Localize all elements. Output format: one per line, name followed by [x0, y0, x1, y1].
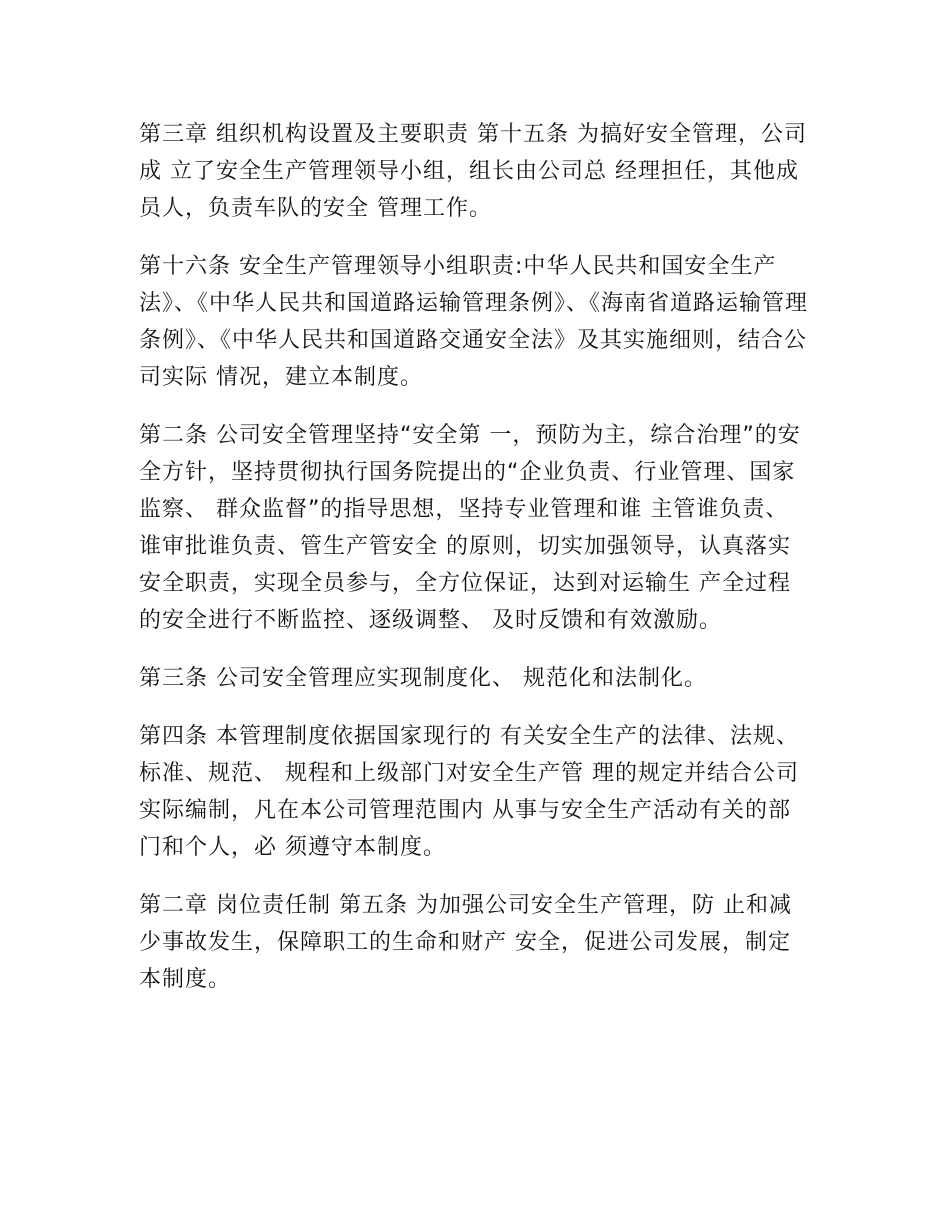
paragraph-chapter3-article15: 第三章 组织机构设置及主要职责 第十五条 为搞好安全管理，公司成 立了安全生产管理领导小组，组长由公司总 经理担任，其他成员人，负责车队的安全 管理工作。	[139, 122, 807, 221]
paragraph-article2: 第二条 公司安全管理坚持“安全第 一，预防为主，综合治理”的安全方针，坚持贯彻执行国务院提出的“企业负责、行业管理、国家监察、 群众监督”的指导思想，坚持专业管理和谁 主管谁负责、谁审批谁负责、管生产管安全 的原则，切实加强领导，认真落实安全职责，实现全员参与，全方位保证，达到对运输生 产全过程的安全进行不断监控、逐级调整、 及时反馈和有效激励。	[139, 423, 801, 633]
paragraph-article16: 第十六条 安全生产管理领导小组职责:中华人民共和国安全生产法》、《中华人民共和国道路运输管理条例》、《海南省道路运输管理条例》、《中华人民共和国道路交通安全法》及其实施细则，结合公司实际 情况，建立本制度。	[139, 254, 809, 390]
paragraph-article3: 第三条 公司安全管理应实现制度化、 规范化和法制化。	[139, 666, 707, 691]
paragraph-chapter2-article5: 第二章 岗位责任制 第五条 为加强公司安全生产管理，防 止和减少事故发生，保障职工的生命和财产 安全，促进公司发展，制定本制度。	[139, 893, 792, 992]
paragraph-article4: 第四条 本管理制度依据国家现行的 有关安全生产的法律、法规、标准、规范、 规程和上级部门对安全生产管 理的规定并结合公司实际编制，凡在本公司管理范围内 从事与安全生产活动有关的部门和个人，必 须遵守本制度。	[139, 724, 799, 860]
document-body	[139, 116, 811, 1019]
